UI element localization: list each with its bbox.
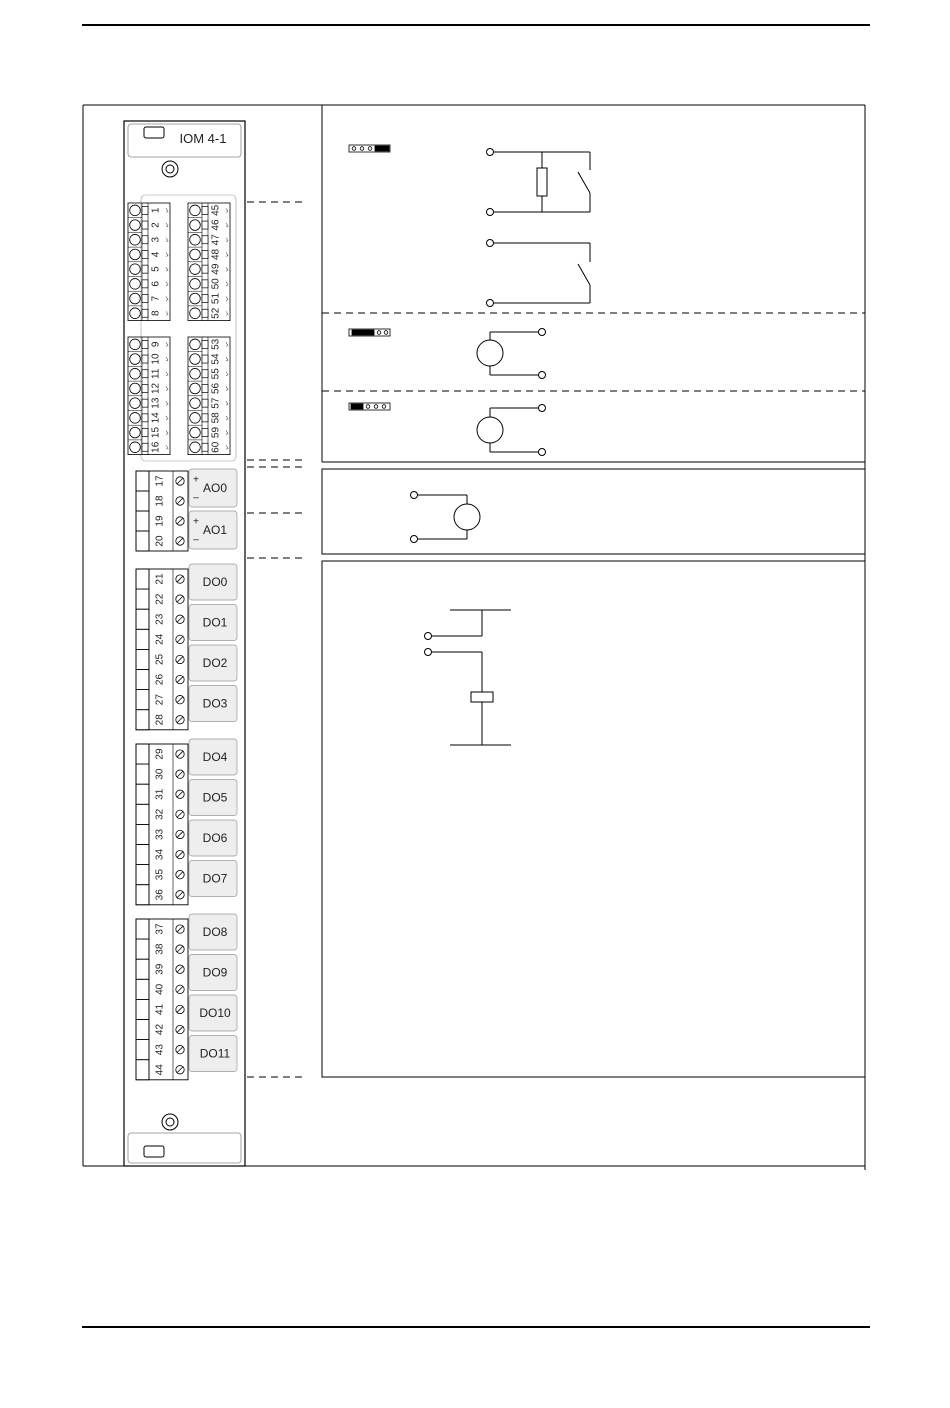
wire-entry-hole[interactable] — [190, 427, 201, 438]
terminal-number: 52 — [210, 307, 222, 319]
release-lever[interactable] — [202, 384, 208, 392]
wire-clamp[interactable] — [136, 649, 149, 669]
wire-entry-hole[interactable] — [130, 293, 141, 304]
digital-output-labels — [189, 564, 237, 1072]
terminal-number: 22 — [154, 593, 166, 605]
terminal-number: 35 — [154, 869, 166, 881]
release-lever[interactable] — [202, 206, 208, 214]
wire-clamp[interactable] — [136, 1020, 149, 1040]
terminal-number: 10 — [150, 353, 162, 365]
terminal-number: 54 — [210, 353, 222, 365]
wire-clamp[interactable] — [136, 710, 149, 730]
wire-clamp[interactable] — [136, 764, 149, 784]
wire-entry-hole[interactable] — [130, 354, 141, 365]
terminal-number: 18 — [154, 495, 166, 507]
terminal-number: 11 — [150, 368, 162, 379]
wire-entry-hole[interactable] — [190, 354, 201, 365]
release-lever[interactable] — [142, 399, 148, 407]
wire-entry-hole[interactable] — [130, 279, 141, 290]
switch-schematic — [487, 240, 591, 307]
wire-clamp[interactable] — [136, 589, 149, 609]
wire-clamp[interactable] — [136, 629, 149, 649]
terminal-number: 2 — [150, 222, 162, 228]
terminal-number: 12 — [150, 382, 162, 395]
terminal-number: 28 — [154, 714, 166, 726]
release-lever[interactable] — [202, 355, 208, 363]
wire-clamp[interactable] — [136, 531, 149, 551]
wire-entry-hole[interactable] — [130, 234, 141, 245]
terminal-number: 45 — [210, 204, 222, 216]
terminal-number: 4 — [150, 251, 162, 258]
jumper-setting-icon — [349, 145, 390, 152]
jumper-setting-icon — [349, 403, 390, 410]
polarity-minus-sign: – — [193, 492, 199, 504]
wire-clamp[interactable] — [136, 1060, 149, 1080]
panel-borders — [322, 462, 865, 1077]
wire-entry-hole[interactable] — [190, 413, 201, 424]
release-lever[interactable] — [142, 443, 148, 451]
release-lever[interactable] — [142, 340, 148, 348]
terminal-number: 25 — [154, 653, 166, 666]
terminal-number: 51 — [210, 292, 222, 305]
terminal-number: 34 — [154, 848, 166, 861]
digital-output-label: DO7 — [202, 871, 228, 886]
wire-clamp[interactable] — [136, 690, 149, 710]
release-lever[interactable] — [202, 443, 208, 451]
wire-clamp[interactable] — [136, 471, 149, 491]
terminal-number: 13 — [150, 397, 162, 409]
release-lever[interactable] — [142, 384, 148, 392]
digital-output-label: DO9 — [202, 965, 228, 980]
release-lever[interactable] — [202, 309, 208, 317]
terminal-block-mid-left — [128, 337, 170, 455]
wire-entry-hole[interactable] — [190, 368, 201, 379]
relay-output-schematic — [425, 610, 512, 745]
terminal-number: 17 — [154, 475, 166, 487]
digital-output-label: DO10 — [199, 1006, 231, 1021]
wire-entry-hole[interactable] — [130, 398, 141, 409]
wire-entry-hole[interactable] — [190, 442, 201, 453]
terminal-number: 53 — [210, 338, 222, 350]
release-lever[interactable] — [142, 355, 148, 363]
wire-entry-hole[interactable] — [130, 220, 141, 231]
wire-entry-hole[interactable] — [130, 264, 141, 275]
wire-clamp[interactable] — [136, 939, 149, 959]
digital-output-label: DO1 — [202, 615, 228, 630]
release-lever[interactable] — [142, 295, 148, 303]
wire-clamp[interactable] — [136, 885, 149, 905]
terminal-number: 32 — [154, 808, 166, 820]
terminal-number: 56 — [210, 382, 222, 395]
terminal-number: 14 — [150, 412, 162, 424]
terminal-number: 8 — [150, 310, 162, 317]
terminal-number: 26 — [154, 673, 166, 686]
current-source-schematic — [477, 405, 546, 456]
terminal-number: 19 — [154, 515, 166, 527]
wire-clamp[interactable] — [136, 511, 149, 531]
release-lever[interactable] — [142, 206, 148, 214]
analog-output-label: AO1 — [202, 523, 228, 538]
wire-entry-hole[interactable] — [190, 398, 201, 409]
polarity-minus-sign: – — [193, 534, 199, 546]
wire-clamp[interactable] — [136, 865, 149, 885]
wire-entry-hole[interactable] — [190, 205, 201, 216]
wire-entry-hole[interactable] — [130, 442, 141, 453]
wire-entry-hole[interactable] — [190, 293, 201, 304]
terminal-number: 21 — [154, 573, 166, 585]
terminal-number: 27 — [154, 694, 166, 706]
wire-clamp[interactable] — [136, 804, 149, 824]
wire-clamp[interactable] — [136, 670, 149, 690]
wire-clamp[interactable] — [136, 569, 149, 589]
release-lever[interactable] — [142, 280, 148, 288]
wire-clamp[interactable] — [136, 845, 149, 865]
digital-output-label: DO0 — [202, 575, 228, 590]
digital-output-label: DO5 — [202, 790, 228, 805]
release-lever[interactable] — [202, 414, 208, 422]
digital-output-label: DO2 — [202, 656, 228, 671]
release-lever[interactable] — [202, 250, 208, 258]
module-name: IOM 4-1 — [179, 131, 227, 146]
release-lever[interactable] — [202, 295, 208, 303]
leader-lines — [247, 202, 865, 1077]
jumper-setting-icon — [349, 329, 390, 336]
wire-clamp[interactable] — [136, 959, 149, 979]
release-lever[interactable] — [202, 236, 208, 244]
terminal-number: 1 — [150, 207, 162, 214]
digital-output-label: DO8 — [202, 925, 228, 940]
analog-terminal-block — [136, 471, 188, 551]
terminal-number: 20 — [154, 535, 166, 547]
wire-entry-hole[interactable] — [190, 220, 201, 231]
terminal-number: 38 — [154, 943, 166, 955]
terminal-number: 3 — [150, 236, 162, 243]
wire-entry-hole[interactable] — [130, 249, 141, 260]
terminal-number: 48 — [210, 248, 222, 261]
wire-entry-hole[interactable] — [130, 413, 141, 424]
wire-entry-hole[interactable] — [130, 308, 141, 319]
terminal-number: 24 — [154, 633, 166, 645]
terminal-number: 47 — [210, 234, 222, 246]
terminal-number: 36 — [154, 889, 166, 901]
terminal-number: 29 — [154, 748, 166, 760]
terminal-block-mid-right — [188, 337, 230, 455]
release-lever[interactable] — [142, 221, 148, 229]
analog-output-labels — [189, 469, 237, 549]
terminal-number: 7 — [150, 295, 162, 302]
terminal-number: 31 — [154, 788, 166, 800]
release-lever[interactable] — [142, 429, 148, 437]
analog-output-label: AO0 — [202, 481, 228, 496]
release-lever[interactable] — [202, 370, 208, 378]
terminal-number: 41 — [154, 1003, 166, 1016]
wire-entry-hole[interactable] — [190, 339, 201, 350]
terminal-number: 15 — [150, 426, 162, 439]
digital-output-label: DO4 — [202, 750, 228, 765]
terminal-number: 44 — [154, 1064, 166, 1076]
terminal-number: 60 — [210, 441, 222, 453]
terminal-block-top-left — [128, 203, 170, 321]
release-lever[interactable] — [202, 399, 208, 407]
release-lever[interactable] — [142, 414, 148, 422]
terminal-number: 23 — [154, 613, 166, 625]
release-lever[interactable] — [142, 236, 148, 244]
terminal-number: 40 — [154, 983, 166, 995]
wire-clamp[interactable] — [136, 491, 149, 511]
wire-entry-hole[interactable] — [190, 264, 201, 275]
wire-entry-hole[interactable] — [130, 427, 141, 438]
switch-resistor-schematic — [487, 149, 591, 216]
release-lever[interactable] — [142, 370, 148, 378]
wire-clamp[interactable] — [136, 999, 149, 1019]
wire-clamp[interactable] — [136, 919, 149, 939]
wire-entry-hole[interactable] — [130, 368, 141, 379]
polarity-plus-sign: + — [193, 516, 199, 528]
terminal-number: 16 — [150, 441, 162, 453]
terminal-number: 5 — [150, 266, 162, 272]
terminal-number: 37 — [154, 923, 166, 935]
wire-entry-hole[interactable] — [190, 383, 201, 394]
terminal-number: 33 — [154, 828, 166, 841]
wire-clamp[interactable] — [136, 824, 149, 844]
terminal-number: 43 — [154, 1044, 166, 1056]
terminal-number: 6 — [150, 281, 162, 287]
release-lever[interactable] — [202, 280, 208, 288]
digital-output-label: DO11 — [199, 1046, 231, 1061]
wire-entry-hole[interactable] — [130, 339, 141, 350]
terminal-number: 57 — [210, 397, 222, 409]
wire-clamp[interactable] — [136, 1040, 149, 1060]
digital-output-label: DO6 — [202, 831, 228, 846]
current-source-schematic — [477, 329, 546, 379]
wire-entry-hole[interactable] — [130, 383, 141, 394]
wire-clamp[interactable] — [136, 609, 149, 629]
polarity-plus-sign: + — [193, 474, 199, 486]
terminal-number: 9 — [150, 341, 162, 348]
terminal-number: 39 — [154, 963, 166, 975]
wire-entry-hole[interactable] — [190, 308, 201, 319]
terminal-block-top-right — [188, 203, 230, 321]
release-lever[interactable] — [202, 265, 208, 273]
terminal-number: 46 — [210, 219, 222, 231]
wire-entry-hole[interactable] — [190, 234, 201, 245]
wire-clamp[interactable] — [136, 744, 149, 764]
release-lever[interactable] — [142, 250, 148, 258]
terminal-number: 49 — [210, 263, 222, 275]
wire-clamp[interactable] — [136, 784, 149, 804]
terminal-number: 55 — [210, 368, 222, 380]
release-lever[interactable] — [202, 340, 208, 348]
release-lever[interactable] — [142, 309, 148, 317]
wire-entry-hole[interactable] — [130, 205, 141, 216]
release-lever[interactable] — [142, 265, 148, 273]
wire-entry-hole[interactable] — [190, 279, 201, 290]
terminal-number: 59 — [210, 426, 222, 439]
digital-terminal-block — [136, 569, 188, 1080]
terminal-number: 30 — [154, 768, 166, 780]
digital-output-label: DO3 — [202, 696, 228, 711]
release-lever[interactable] — [202, 221, 208, 229]
terminal-number: 42 — [154, 1023, 166, 1036]
wire-clamp[interactable] — [136, 979, 149, 999]
analog-load-schematic — [411, 492, 481, 543]
wire-entry-hole[interactable] — [190, 249, 201, 260]
terminal-number: 50 — [210, 278, 222, 290]
terminal-number: 58 — [210, 412, 222, 424]
release-lever[interactable] — [202, 429, 208, 437]
